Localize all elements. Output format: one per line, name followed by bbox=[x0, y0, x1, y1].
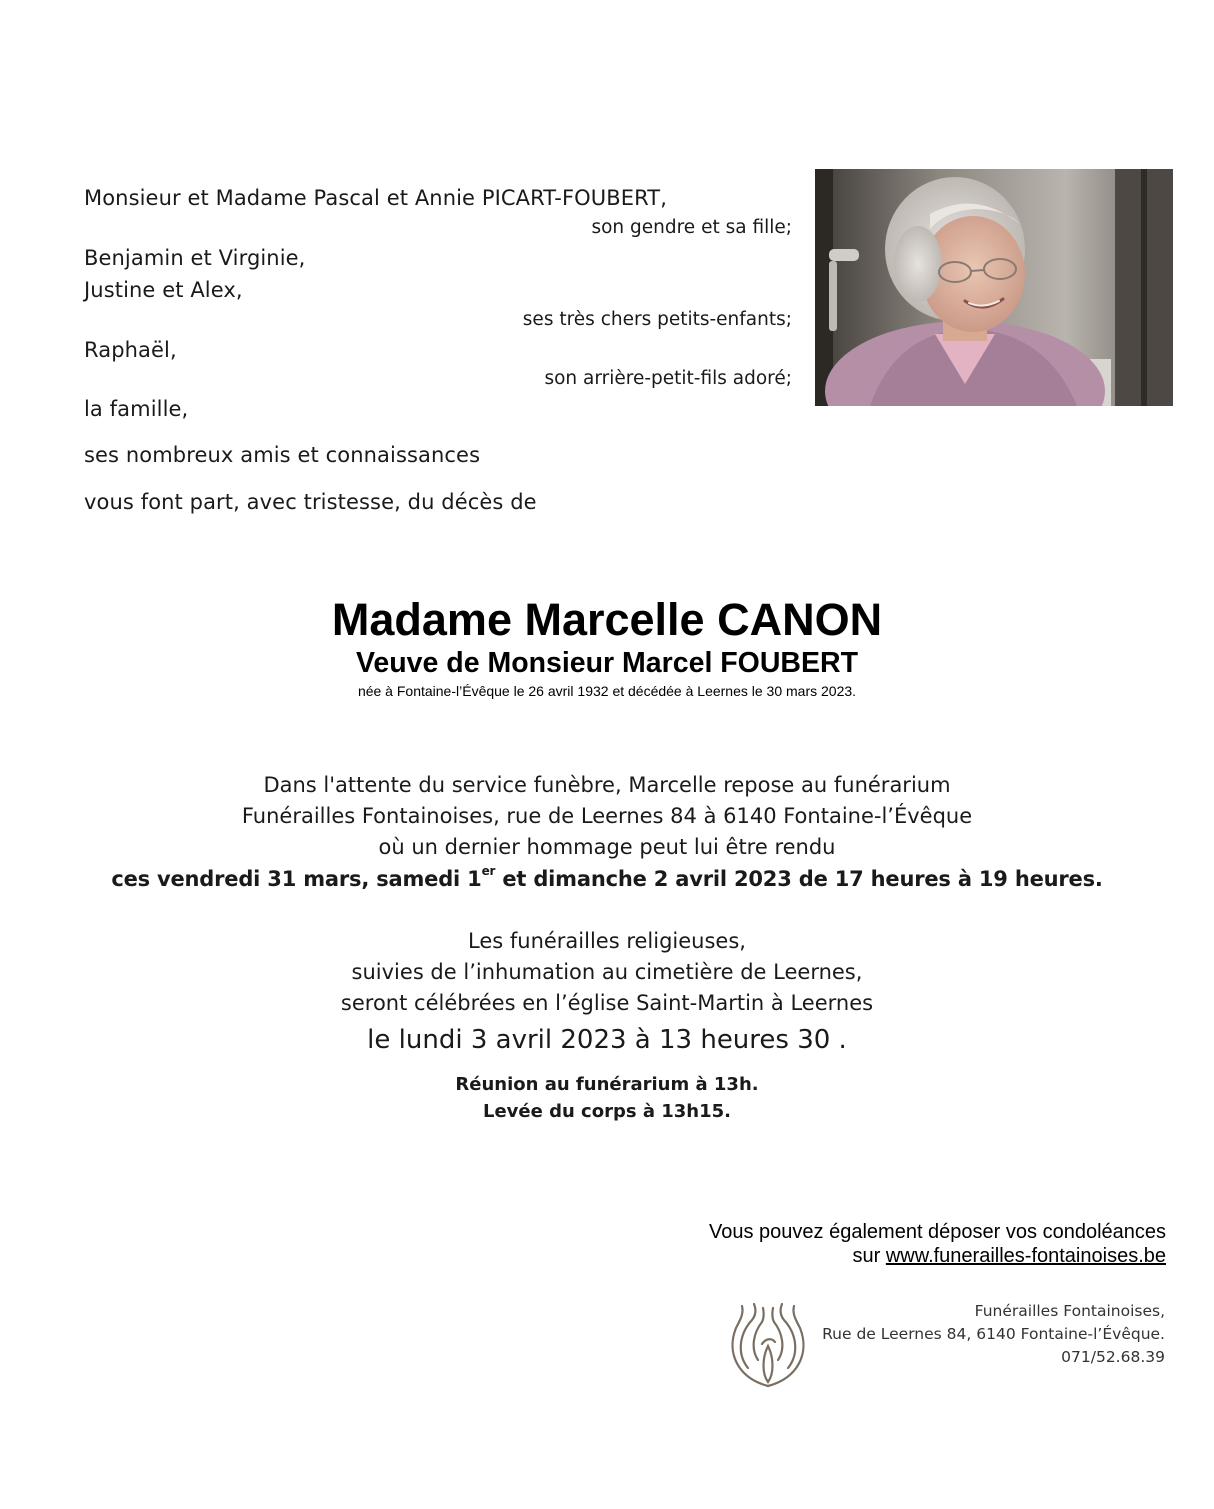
condolences-link-line bbox=[853, 1244, 1167, 1269]
footer-company: Funérailles Fontainoises, bbox=[974, 1302, 1165, 1320]
visitation-dates-superscript: er bbox=[481, 864, 496, 878]
footer-phone: 071/52.68.39 bbox=[1061, 1348, 1165, 1366]
family-line-parents: Monsieur et Madame Pascal et Annie PICART-FOUBERT, bbox=[84, 186, 668, 210]
condolences-prefix: sur bbox=[852, 1245, 886, 1267]
condolences-line: Vous pouvez également déposer vos condoléances bbox=[709, 1221, 1166, 1243]
ceremony-line-1: Les funérailles religieuses, bbox=[468, 929, 746, 953]
family-line-grandchildren-2: Justine et Alex, bbox=[84, 278, 243, 302]
funerarium-address: Funérailles Fontainoises, rue de Leernes 84 à 6140 Fontaine-l’Évêque bbox=[241, 804, 973, 828]
ceremony-departure: Levée du corps à 13h15. bbox=[482, 1101, 731, 1122]
birth-death-dates: née à Fontaine-l’Évêque le 26 avril 1932 et décédée à Leernes le 30 mars 2023. bbox=[357, 683, 857, 699]
condolences-website-link[interactable]: www.funerailles-fontainoises.be bbox=[885, 1245, 1166, 1267]
ceremony-date: le lundi 3 avril 2023 à 13 heures 30 . bbox=[367, 1025, 847, 1055]
portrait-photo bbox=[815, 169, 1173, 406]
family-line-family: la famille, bbox=[84, 397, 189, 421]
ceremony-meeting: Réunion au funérarium à 13h. bbox=[455, 1074, 759, 1095]
relation-great-grandson: son arrière-petit-fils adoré; bbox=[544, 368, 792, 389]
deceased-name: Madame Marcelle CANON bbox=[331, 594, 883, 645]
visitation-address bbox=[0, 801, 1214, 832]
relation-son-in-law-daughter: son gendre et sa fille; bbox=[591, 217, 792, 238]
relation-grandchildren: ses très chers petits-enfants; bbox=[522, 309, 792, 330]
family-line-announcement: vous font part, avec tristesse, du décès de bbox=[84, 490, 537, 514]
visitation-tribute: où un dernier hommage peut lui être rendu bbox=[378, 835, 836, 859]
funeral-home-logo bbox=[718, 1298, 818, 1390]
widow-of: Veuve de Monsieur Marcel FOUBERT bbox=[355, 647, 859, 679]
ceremony-line-2: suivies de l’inhumation au cimetière de Leernes, bbox=[351, 960, 863, 984]
footer-address: Rue de Leernes 84, 6140 Fontaine-l’Évêque. bbox=[822, 1325, 1165, 1343]
portrait-illustration bbox=[815, 169, 1173, 406]
family-line-friends: ses nombreux amis et connaissances bbox=[84, 443, 481, 467]
visitation-dates-part-2: et dimanche 2 avril 2023 de 17 heures à 19 heures. bbox=[495, 867, 1103, 891]
family-line-grandchildren-1: Benjamin et Virginie, bbox=[84, 246, 306, 270]
visitation-dates-part-1: ces vendredi 31 mars, samedi 1 bbox=[111, 867, 482, 891]
family-line-great-grandchild: Raphaël, bbox=[84, 338, 177, 362]
visitation-intro: Dans l'attente du service funèbre, Marcelle repose au funérarium bbox=[263, 773, 951, 797]
visitation-dates bbox=[0, 864, 1214, 895]
ceremony-line-3: seront célébrées en l’église Saint-Martin à Leernes bbox=[340, 991, 874, 1015]
flame-bird-logo-icon bbox=[718, 1298, 818, 1390]
